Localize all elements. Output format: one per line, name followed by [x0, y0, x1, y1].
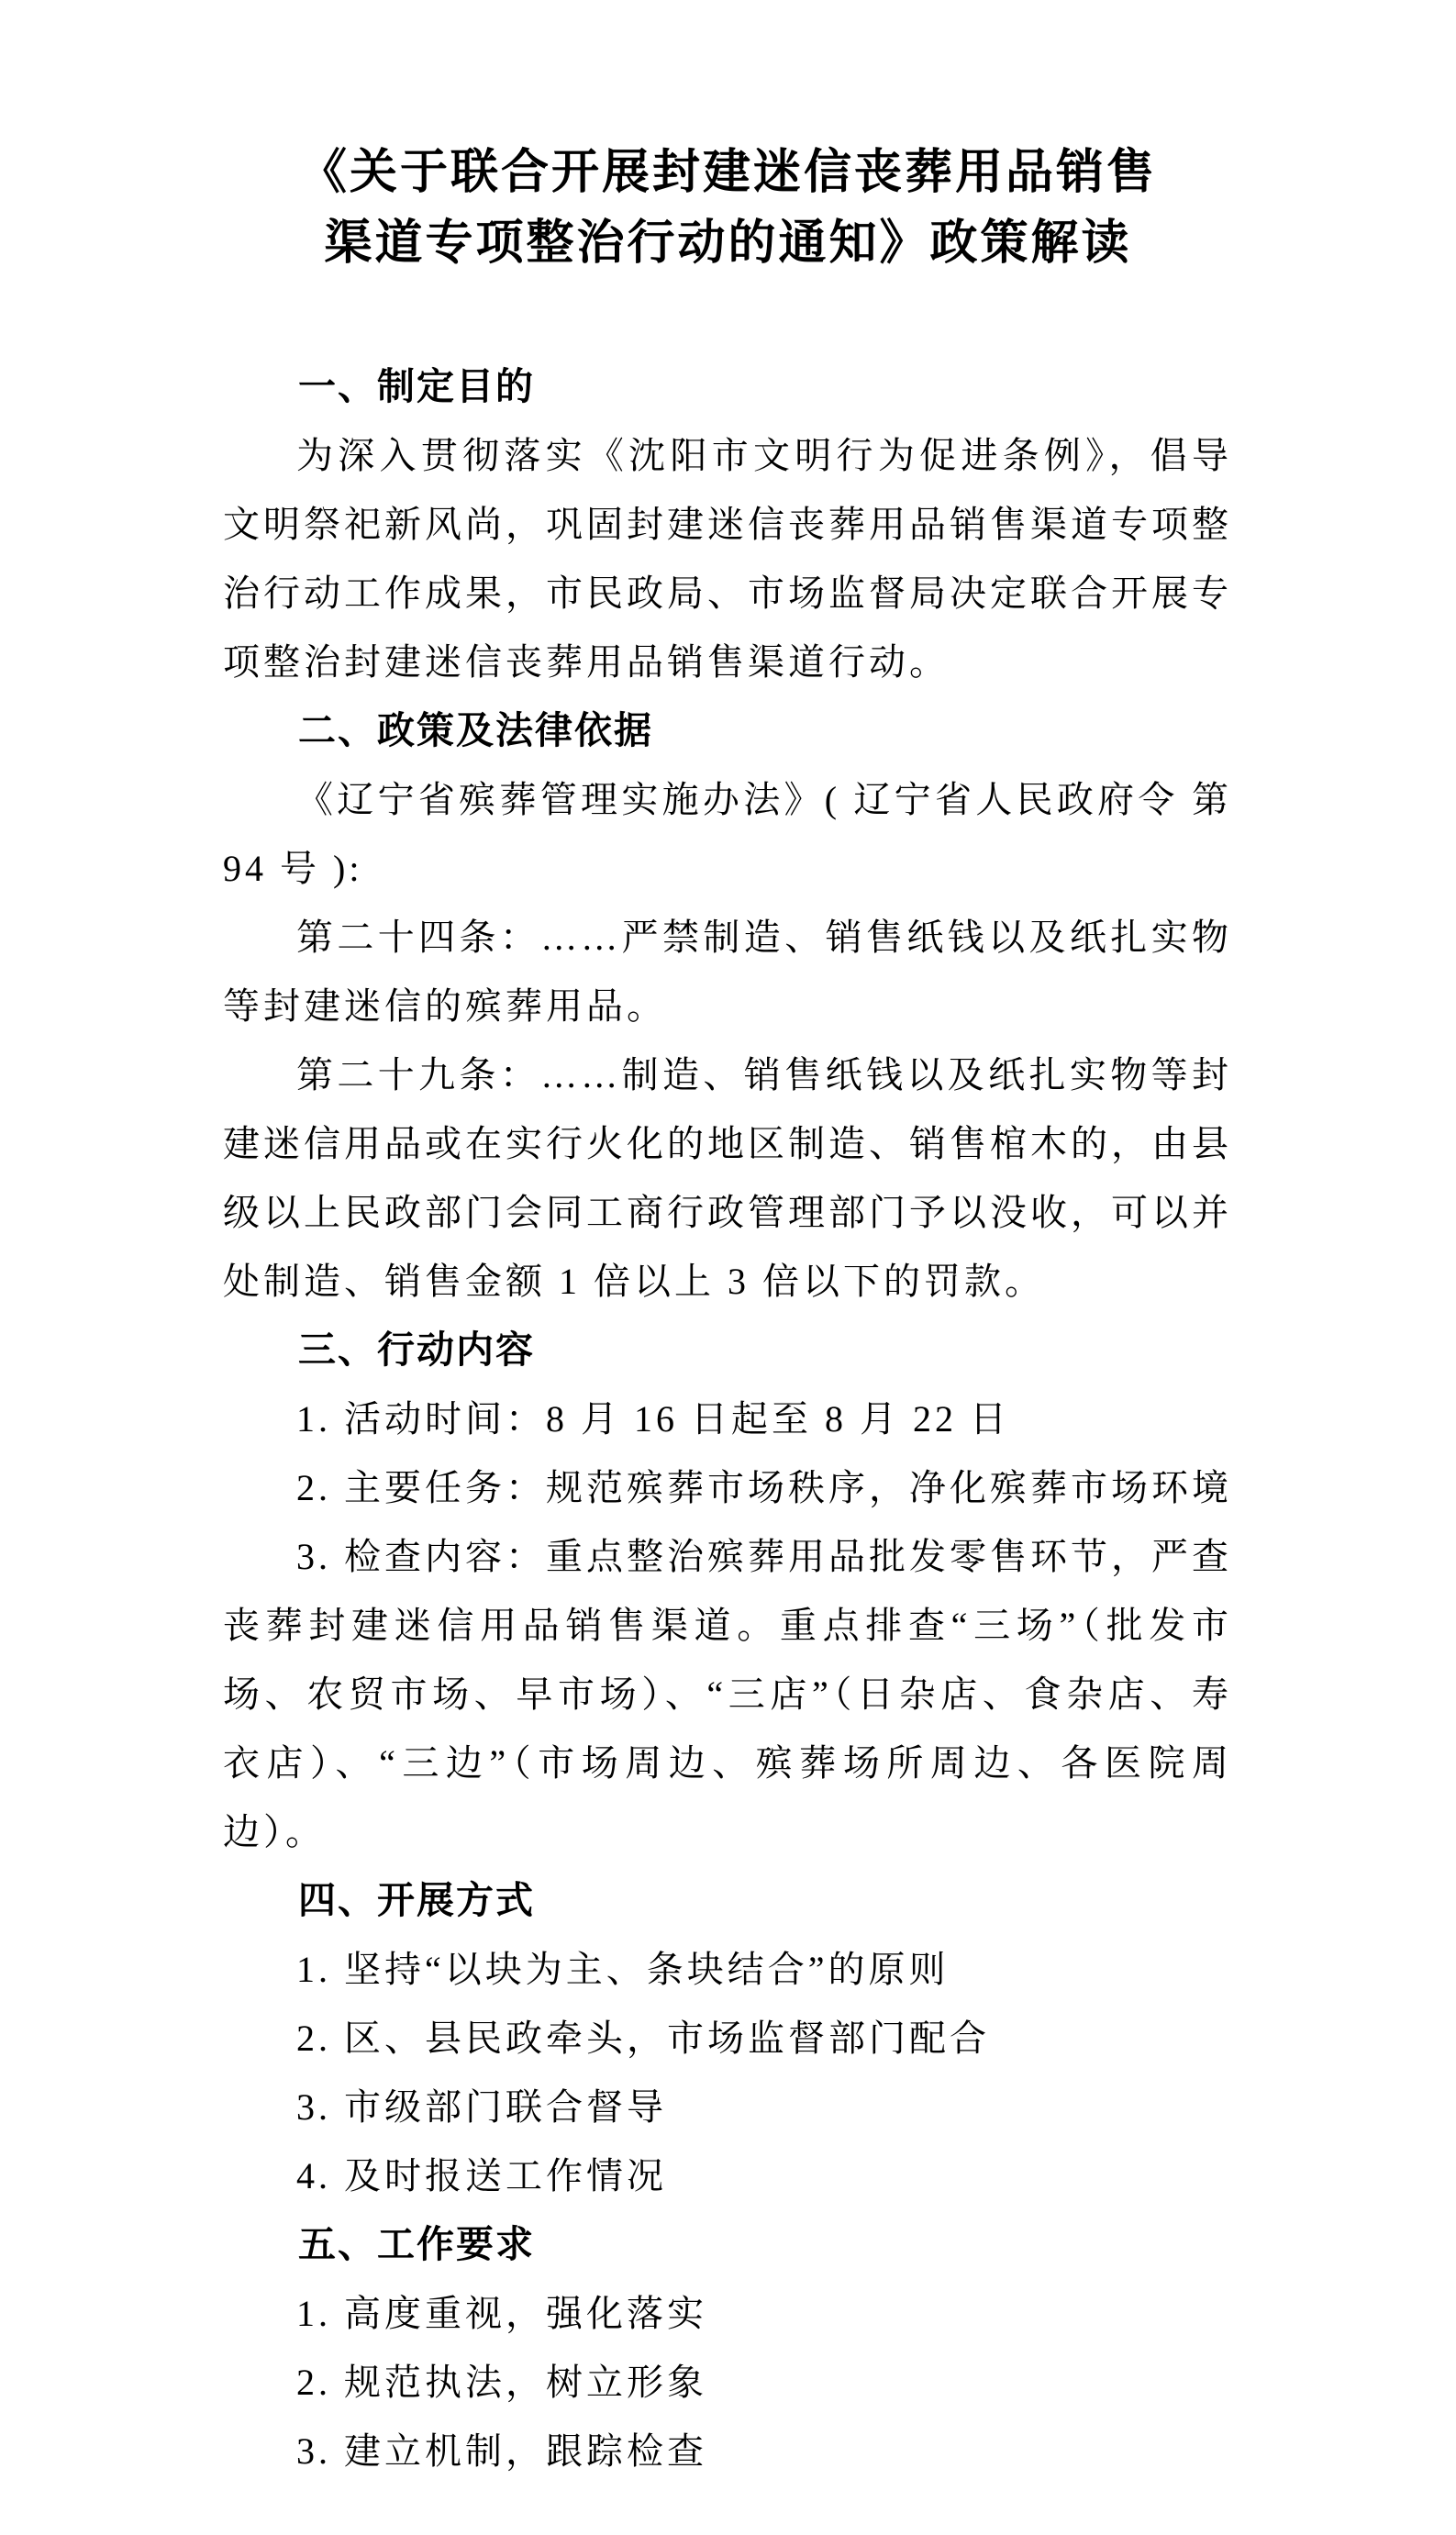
- paragraph-inspection-content: 3. 检查内容：重点整治殡葬用品批发零售环节，严查丧葬封建迷信用品销售渠道。重点排查“三场”（批发市场、农贸市场、早市场）、“三店”（日杂店、食杂店、寿衣店）、“三边”（市场周边、殡葬场所周边、各医院周边）。: [223, 1536, 1232, 1852]
- paragraph-regulation-title: 《辽宁省殡葬管理实施办法》( 辽宁省人民政府令 第 94 号 ):: [223, 779, 1232, 889]
- section-heading-purpose: 一、制定目的: [298, 365, 535, 407]
- paragraph-method-4: 4. 及时报送工作情况: [296, 2155, 667, 2196]
- paragraph-method-3: 3. 市级部门联合督导: [296, 2086, 667, 2128]
- paragraph-method-1: 1. 坚持“以块为主、条块结合”的原则: [296, 1949, 950, 1990]
- paragraph-main-task: 2. 主要任务：规范殡葬市场秩序，净化殡葬市场环境: [296, 1467, 1232, 1508]
- document-body: [223, 352, 1232, 2485]
- paragraph-requirement-3: 3. 建立机制，跟踪检查: [296, 2430, 707, 2472]
- paragraph-requirement-2: 2. 规范执法，树立形象: [296, 2362, 707, 2403]
- document-title-line-2: 渠道专项整治行动的通知》政策解读: [324, 217, 1132, 270]
- paragraph-method-2: 2. 区、县民政牵头，市场监督部门配合: [296, 2018, 990, 2059]
- paragraph-activity-time: 1. 活动时间：8 月 16 日起至 8 月 22 日: [296, 1398, 1010, 1440]
- document-title: [0, 138, 1456, 279]
- paragraph-requirement-1: 1. 高度重视，强化落实: [296, 2293, 707, 2334]
- section-heading-work-requirements: 五、工作要求: [298, 2223, 535, 2265]
- paragraph-article-24: 第二十四条：……严禁制造、销售纸钱以及纸扎实物等封建迷信的殡葬用品。: [223, 917, 1232, 1027]
- paragraph-purpose: 为深入贯彻落实《沈阳市文明行为促进条例》，倡导文明祭祀新风尚，巩固封建迷信丧葬用品销售渠道专项整治行动工作成果，市民政局、市场监督局决定联合开展专项整治封建迷信丧葬用品销售渠道行动。: [223, 435, 1232, 683]
- document-title-line-1: 《关于联合开展封建迷信丧葬用品销售: [298, 147, 1157, 199]
- paragraph-article-29: 第二十九条：……制造、销售纸钱以及纸扎实物等封建迷信用品或在实行火化的地区制造、销售棺木的，由县级以上民政部门会同工商行政管理部门予以没收，可以并处制造、销售金额 1 倍以上 3 倍以下的罚款。: [223, 1054, 1232, 1302]
- section-heading-legal-basis: 二、政策及法律依据: [298, 709, 653, 751]
- section-heading-method: 四、开展方式: [298, 1879, 535, 1921]
- section-heading-action-content: 三、行动内容: [298, 1329, 535, 1371]
